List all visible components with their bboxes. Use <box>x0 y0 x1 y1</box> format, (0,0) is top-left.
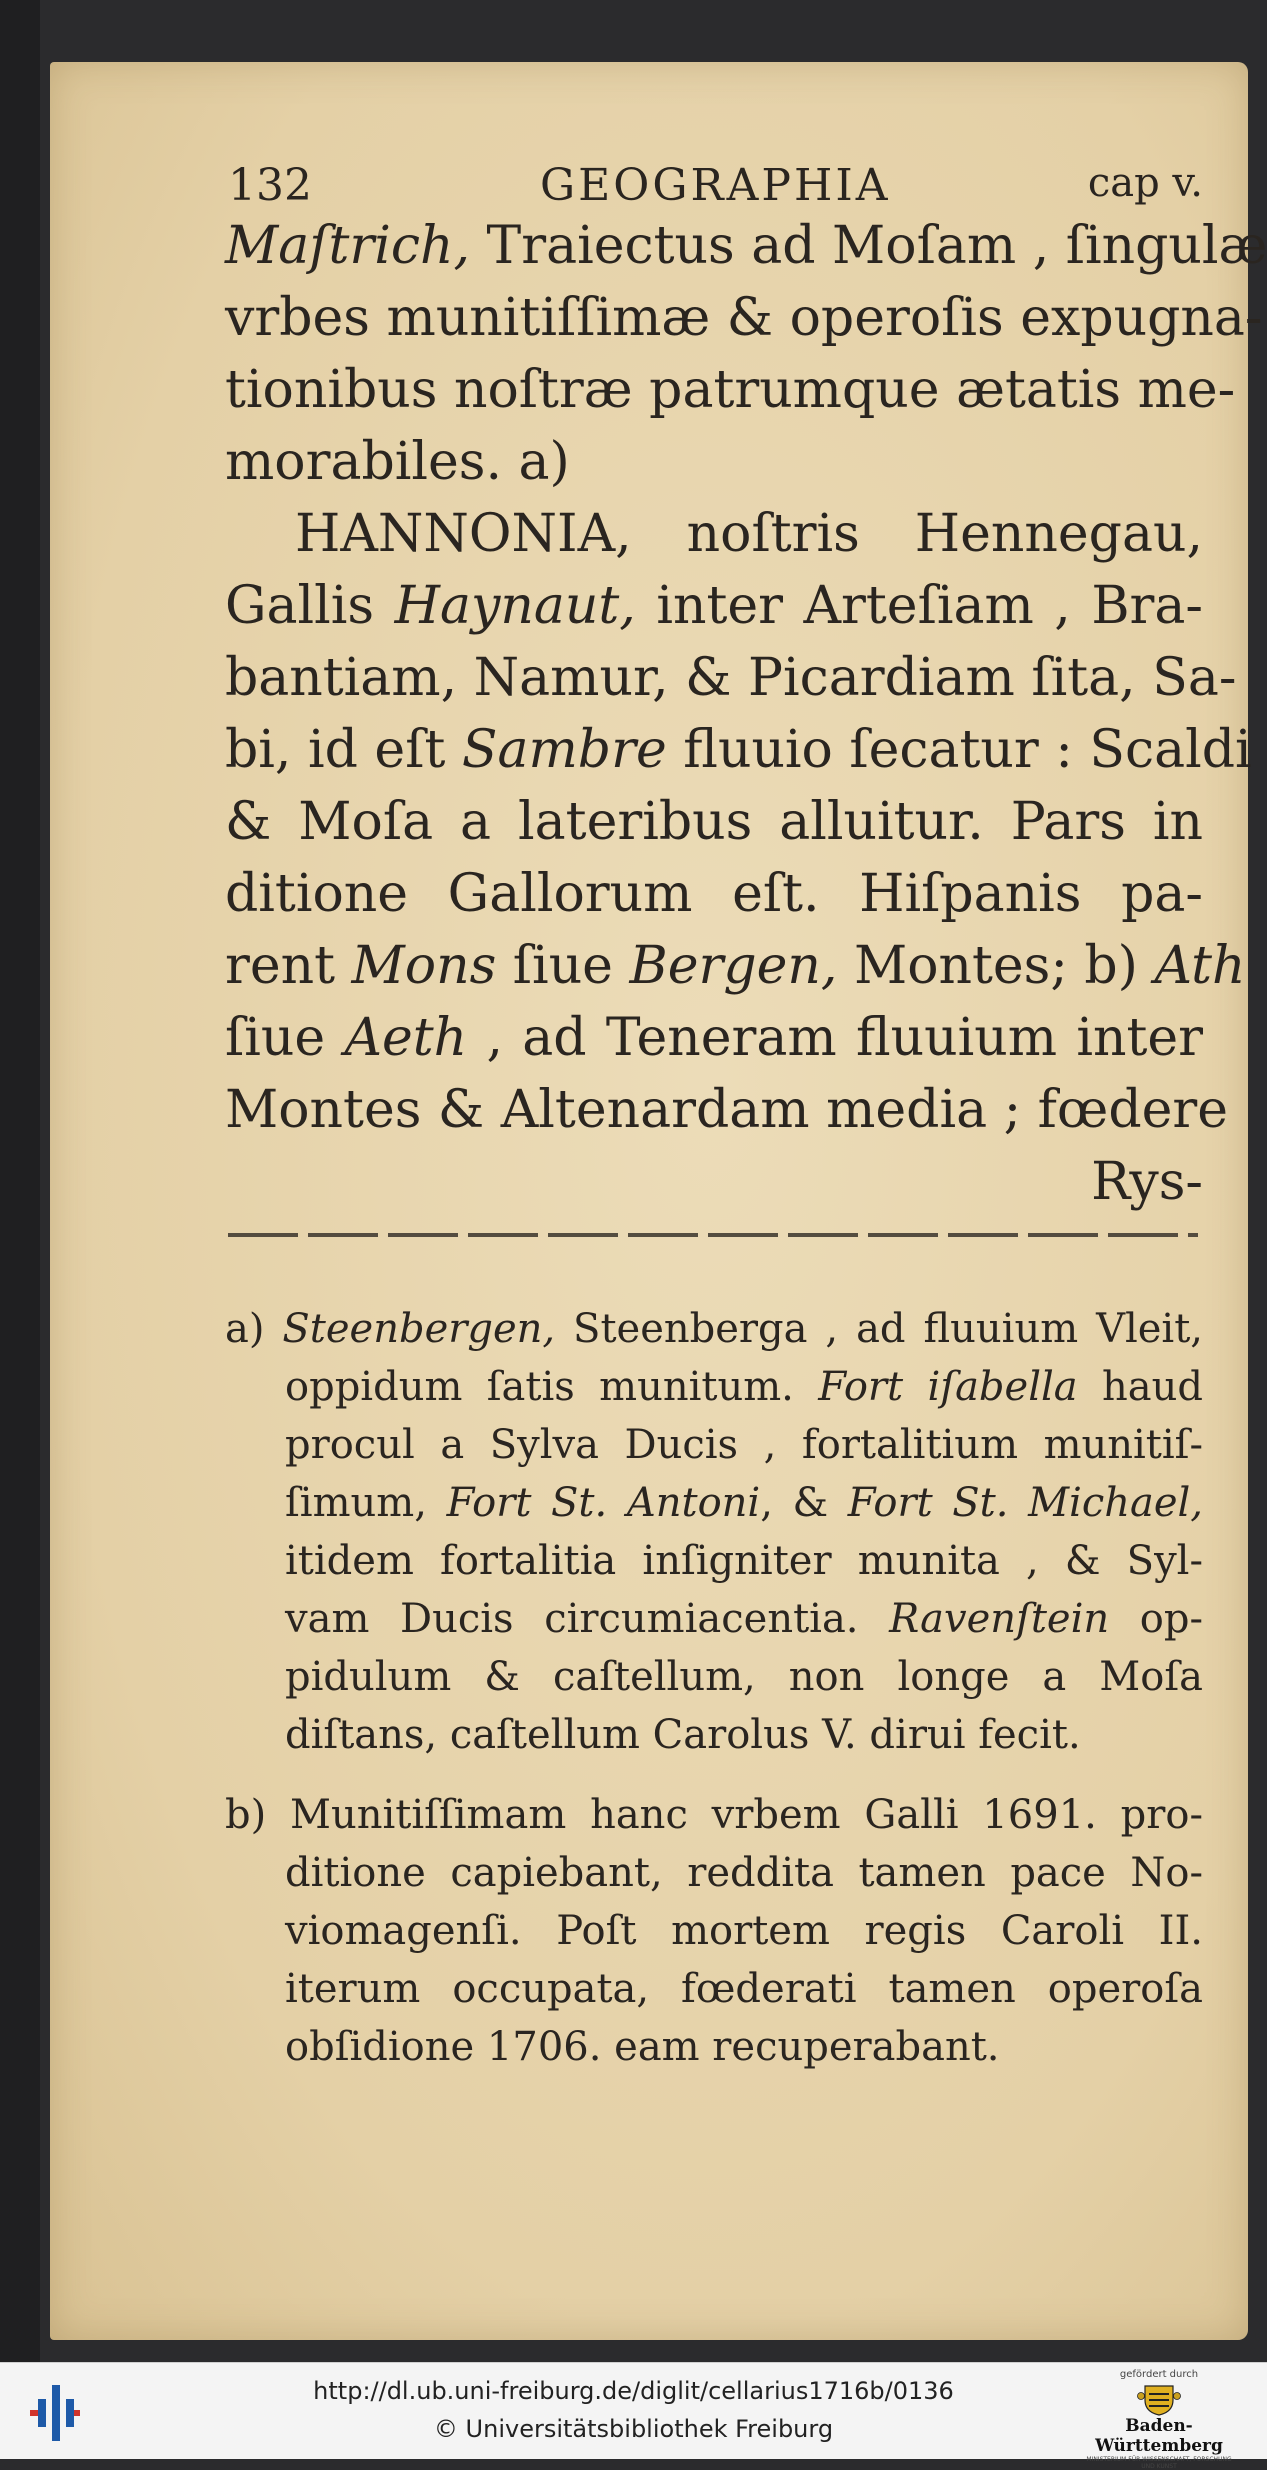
note-line: viomagenſi. Poſt mortem regis Caroli II. <box>285 1908 1203 1954</box>
note-line: itidem fortalitia inſigniter munita , & Syl- <box>285 1538 1203 1584</box>
funder-label: gefördert durch <box>1119 2369 1199 2380</box>
page-number: 132 <box>228 160 312 211</box>
footnote-separator <box>228 1230 1198 1240</box>
note-line: iterum occupata, fœderati tamen operoſa <box>285 1966 1203 2012</box>
note-line: pidulum & caſtellum, non longe a Moſa <box>285 1654 1203 1700</box>
note-line: b) Munitiſſimam hanc vrbem Galli 1691. pro- <box>225 1792 1203 1838</box>
text-line: morabiles. a) <box>225 432 570 492</box>
coat-of-arms-icon <box>1137 2382 1181 2416</box>
main-text <box>225 210 1267 1218</box>
text-line: rent Mons ſiue Bergen, Montes; b) Ath <box>225 936 1246 996</box>
text-line: ditione Gallorum eſt. Hiſpanis pa- <box>225 864 1203 924</box>
note-line: procul a Sylva Ducis , fortalitium munitiſ- <box>285 1422 1203 1468</box>
note-line: a) Steenbergen, Steenberga , ad fluuium Vleit, <box>225 1306 1204 1352</box>
text-line: ſiue Aeth , ad Teneram fluuium inter <box>225 1008 1204 1068</box>
chapter-marker: cap v. <box>1087 160 1203 206</box>
funder-name: Baden-Württemberg <box>1095 2416 1223 2456</box>
text-line: Gallis Haynaut, inter Arteſiam , Bra- <box>225 576 1203 636</box>
text-line: HANNONIA, noſtris Hennegau, <box>295 504 1203 564</box>
note-line: oppidum ſatis munitum. Fort iſabella haud <box>285 1364 1203 1410</box>
catchword: Rys- <box>1091 1152 1203 1212</box>
running-title: GEOGRAPHIA <box>540 160 891 211</box>
footnote-a <box>225 1300 1203 1764</box>
funder-ministry: MINISTERIUM FÜR WISSENSCHAFT, FORSCHUNG UND KUNST <box>1086 2456 1232 2470</box>
note-line: ditione capiebant, reddita tamen pace No- <box>285 1850 1203 1896</box>
text-line: bi, id eſt Sambre fluuio ſecatur : Scaldi <box>225 720 1252 780</box>
text-line: Montes & Altenardam media ; fœdere <box>225 1080 1229 1140</box>
footnotes <box>225 1300 1203 2076</box>
source-url[interactable]: http://dl.ub.uni-freiburg.de/diglit/cellarius1716b/0136 <box>313 2377 954 2405</box>
viewer-footer <box>0 2362 1267 2470</box>
text-line: & Moſa a lateribus alluitur. Pars in <box>225 792 1203 852</box>
book-edge <box>0 0 40 2362</box>
funder-logo <box>1079 2369 1239 2470</box>
copyright-notice: © Universitätsbibliothek Freiburg <box>433 2415 834 2443</box>
note-line: ſimum, Fort St. Antoni, & Fort St. Michael, <box>285 1480 1204 1526</box>
footnote-b <box>225 1786 1203 2076</box>
text-line: Maſtrich, Traiectus ad Moſam , ſingulæ <box>225 216 1267 276</box>
note-line: obſidione 1706. eam recuperabant. <box>285 2024 1000 2070</box>
note-line: diſtans, caſtellum Carolus V. dirui fecit. <box>285 1712 1081 1758</box>
text-line: vrbes munitiſſimæ & operoſis expugna- <box>225 288 1263 348</box>
text-line: tionibus noſtræ patrumque ætatis me- <box>225 360 1236 420</box>
note-line: vam Ducis circumiacentia. Ravenſtein op- <box>285 1596 1204 1642</box>
text-line: bantiam, Namur, & Picardiam ſita, Sa- <box>225 648 1237 708</box>
